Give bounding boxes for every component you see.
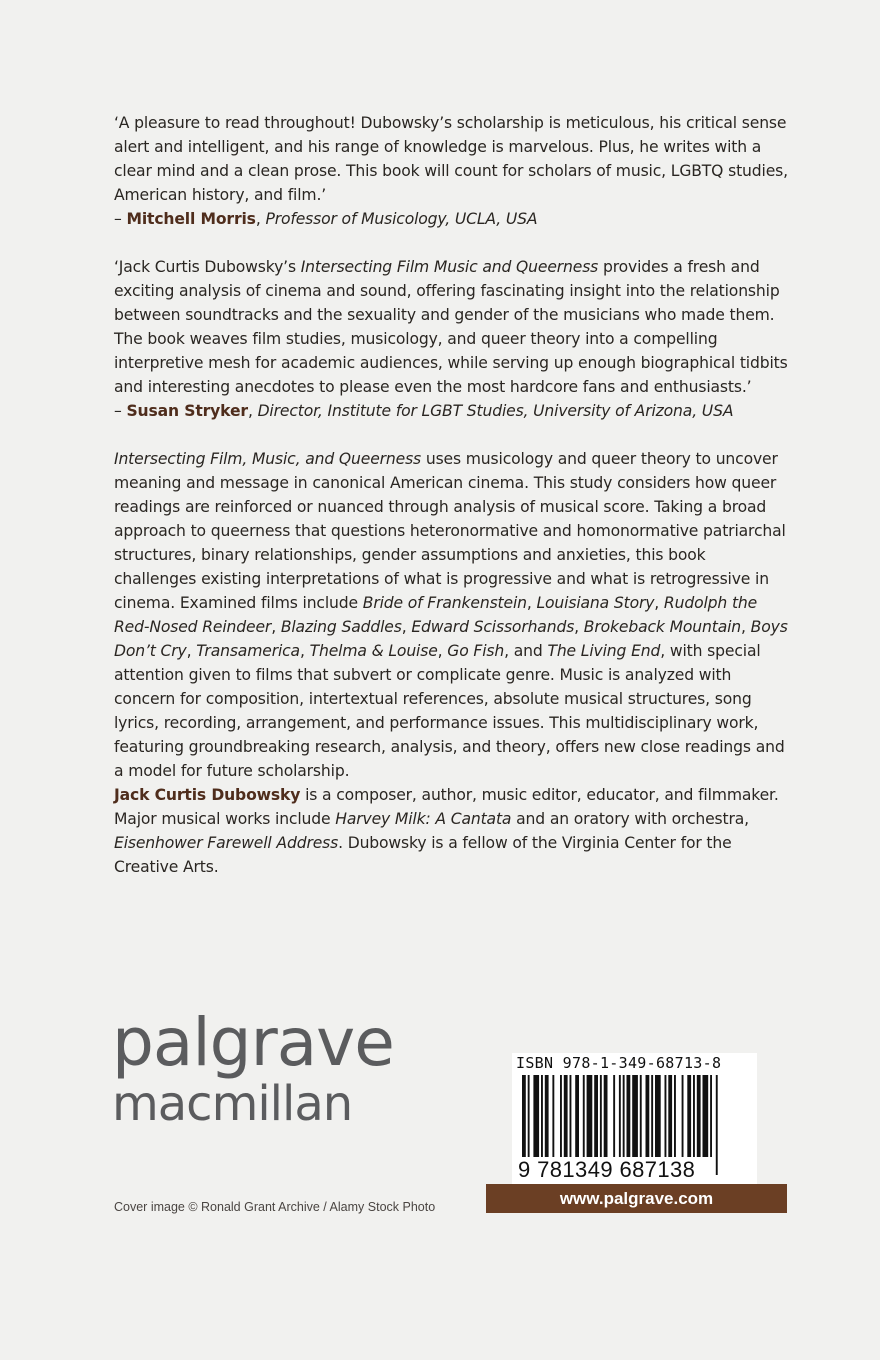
bio-paragraph (114, 783, 792, 879)
author-name: Jack Curtis Dubowsky (114, 786, 301, 804)
quote-affiliation: Director, Institute for LGBT Studies, University of Arizona, USA (257, 402, 734, 420)
film-separator: , (574, 618, 584, 636)
isbn-label: ISBN 978-1-349-68713-8 (516, 1054, 722, 1072)
barcode-bar (619, 1075, 621, 1157)
blurb-quote-mitchell-morris (114, 111, 792, 231)
film-title: Brokeback Mountain (583, 618, 742, 636)
barcode-bar (570, 1075, 572, 1157)
barcode-bar (613, 1075, 615, 1157)
logo-line-palgrave: palgrave (112, 1004, 394, 1081)
film-title: Go Fish (447, 642, 505, 660)
film-separator: , (526, 594, 537, 612)
film-title: Thelma & Louise (309, 642, 438, 660)
quote-text-rest: provides a fresh and exciting analysis of cinema and sound, offering fascinating insight into the relationship between soundtracks and the sexuality and gender of the musicians who made them. The book weaves film studies, musicology, and queer theory into a compelling interpretive mesh for academic audiences, while serving up enough biographical tidbits and interesting anecdotes to please even the most hardcore fans and enthusiasts.’ (114, 258, 788, 396)
bio-text-3: . Dubowsky is a fellow of the Virginia Center for the Creative Arts. (114, 834, 732, 876)
barcode-digits: 9 781349 687138 (518, 1157, 696, 1182)
cover-image-credit: Cover image © Ronald Grant Archive / Alamy Stock Photo (114, 1200, 436, 1214)
film-title: Blazing Saddles (280, 618, 402, 636)
barcode-bar (710, 1075, 712, 1157)
quote-author: Susan Stryker (126, 402, 248, 420)
quote-text: ‘A pleasure to read throughout! Dubowsky’s scholarship is meticulous, his critical sense alert and intelligent, and his range of knowledge is marvelous. Plus, he writes with a clear mind and a clean prose. This book will count for scholars of music, LGBTQ studies, American history, and film.’ (114, 114, 788, 204)
quote-text (114, 255, 792, 399)
barcode-bar (541, 1075, 543, 1157)
palgrave-macmillan-logo (112, 1004, 394, 1132)
barcode-bar (668, 1075, 672, 1157)
film-title: The Living End (547, 642, 661, 660)
description-text-1: uses musicology and queer theory to uncover meaning and message in canonical American cinema. This study considers how queer readings are reinforced or nuanced through analysis of musical score. Taking a broad approach to queerness that questions heteronormative and homonormative patriarchal structures, binary relationships, gender assumptions and anxieties, this book challenges existing interpretations of what is progressive and what is retrogressive in cinema. Examined films include (114, 450, 786, 612)
barcode-bar (623, 1075, 625, 1157)
barcode-bar (533, 1075, 539, 1157)
barcode-bar (583, 1075, 585, 1157)
barcode-bar (682, 1075, 684, 1157)
barcode-bar (594, 1075, 598, 1157)
barcode-bar (560, 1075, 562, 1157)
barcode-bar (587, 1075, 593, 1157)
barcode-bar (564, 1075, 568, 1157)
barcode-bar (716, 1075, 718, 1175)
quote-attribution: – Mitchell Morris, Professor of Musicology, UCLA, USA (114, 210, 538, 228)
bio-text-1: is a composer, author, music editor, educator, and filmmaker. Major musical works include (114, 786, 779, 828)
logo-line-macmillan: macmillan (112, 1076, 353, 1132)
barcode-bar (687, 1075, 691, 1157)
barcode-bar (693, 1075, 695, 1157)
film-separator: , and (504, 642, 548, 660)
film-separator: , (654, 594, 664, 612)
barcode-bar (674, 1075, 676, 1157)
book-title: Intersecting Film, Music, and Queerness (114, 450, 422, 468)
film-title: Boys Don’t Cry (114, 618, 788, 660)
attribution-dash: – (114, 210, 127, 228)
barcode-bar (640, 1075, 642, 1157)
film-title: Louisiana Story (536, 594, 655, 612)
description-paragraph (114, 447, 792, 783)
barcode-bar (627, 1075, 631, 1157)
barcode-bar (545, 1075, 549, 1157)
film-title: Bride of Frankenstein (362, 594, 527, 612)
quote-attribution: – Susan Stryker, Director, Institute for LGBT Studies, University of Arizona, USA (114, 402, 734, 420)
isbn-barcode (512, 1053, 757, 1185)
barcode-bar (646, 1075, 650, 1157)
bio-work-2: Eisenhower Farewell Address (114, 834, 339, 852)
film-separator: , (271, 618, 281, 636)
film-separator: , (437, 642, 448, 660)
barcode-bar (632, 1075, 638, 1157)
barcode-bar (651, 1075, 653, 1157)
barcode-bar (600, 1075, 602, 1157)
book-description (114, 447, 792, 783)
book-title: Intersecting Film Music and Queerness (300, 258, 599, 276)
quote-text-start: ‘Jack Curtis Dubowsky’s (114, 258, 301, 276)
blurb-quote-susan-stryker (114, 255, 792, 423)
barcode-bar (655, 1075, 661, 1157)
quote-affiliation: Professor of Musicology, UCLA, USA (265, 210, 538, 228)
barcode-bar (575, 1075, 579, 1157)
film-title: Transamerica (196, 642, 300, 660)
film-separator: , (299, 642, 310, 660)
publisher-url[interactable]: www.palgrave.com (486, 1184, 787, 1213)
attribution-dash: – (114, 402, 127, 420)
barcode-bar (665, 1075, 667, 1157)
film-separator: , (186, 642, 197, 660)
description-text-2: , with special attention given to films that subvert or complicate genre. Music is analyzed with concern for composition, intertextual references, absolute musical structures, song lyrics, recording, arrangement, and performance issues. This multidisciplinary work, featuring groundbreaking research, analysis, and theory, offers new close readings and a model for future scholarship. (114, 642, 785, 780)
bio-text-2: and an oratory with orchestra, (511, 810, 749, 828)
film-separator: , (741, 618, 751, 636)
barcode-bar (604, 1075, 608, 1157)
barcode-bar (697, 1075, 701, 1157)
film-title: Edward Scissorhands (411, 618, 575, 636)
film-title: Rudolph the Red-Nosed Reindeer (114, 594, 758, 636)
author-bio (114, 783, 792, 879)
bio-work-1: Harvey Milk: A Cantata (335, 810, 512, 828)
film-separator: , (401, 618, 412, 636)
quote-author: Mitchell Morris (126, 210, 256, 228)
barcode-bar (703, 1075, 709, 1157)
barcode-bar (552, 1075, 554, 1157)
